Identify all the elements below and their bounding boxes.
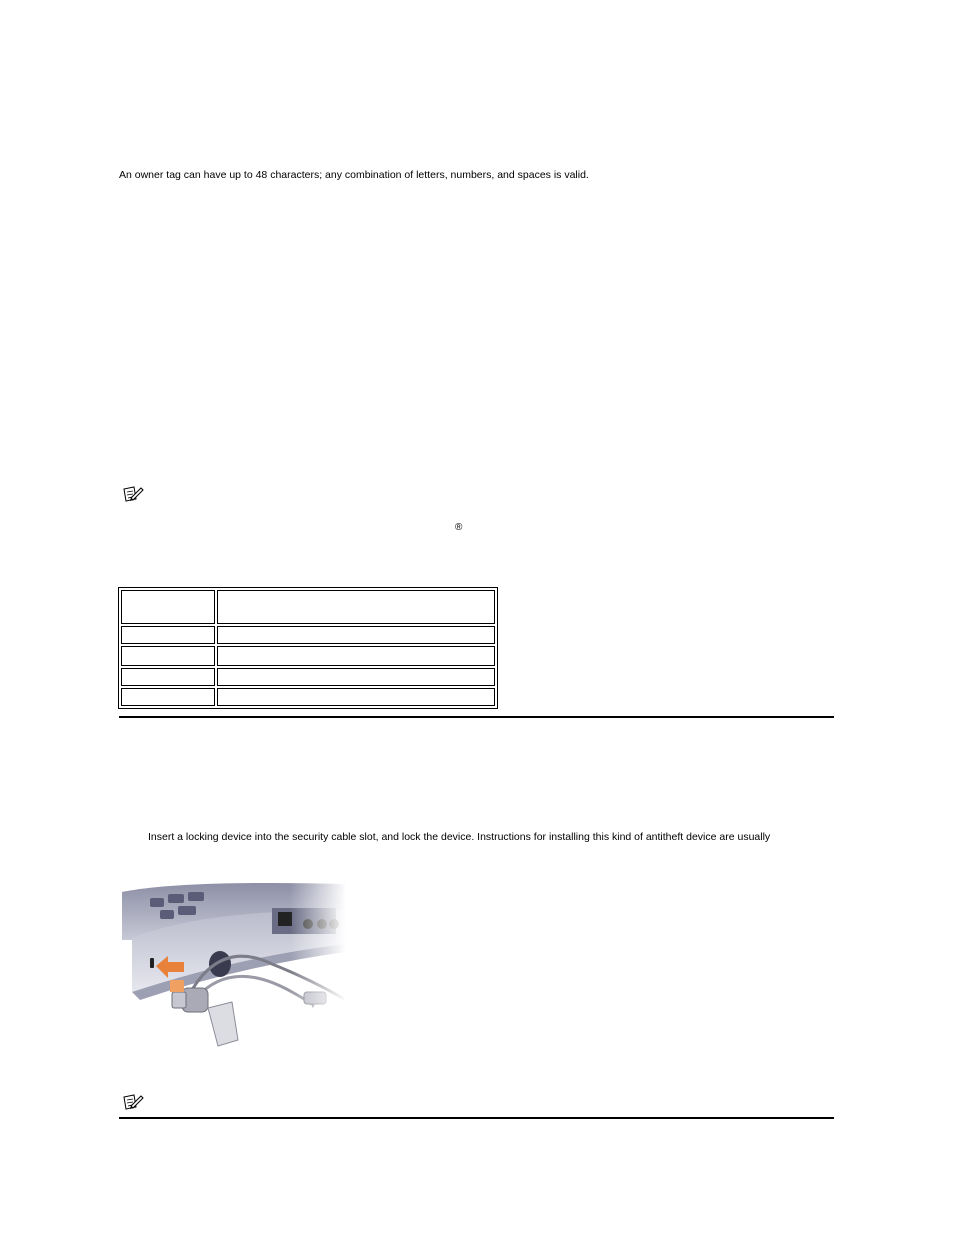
table-row	[121, 626, 495, 644]
table-row	[121, 688, 495, 706]
table-header-row	[121, 590, 495, 624]
owner-tag-description: An owner tag can have up to 48 characters; any combination of letters, numbers, and spaces is valid.	[119, 169, 589, 181]
registered-trademark-symbol: ®	[455, 522, 463, 533]
table-cell	[217, 590, 495, 624]
table-row	[121, 668, 495, 686]
table-cell	[121, 646, 215, 666]
security-cable-illustration	[122, 880, 346, 1048]
table-cell	[121, 668, 215, 686]
table-cell	[217, 688, 495, 706]
section-divider	[119, 1117, 834, 1119]
table-cell	[121, 626, 215, 644]
note-pencil-icon	[122, 485, 144, 503]
table-cell	[217, 626, 495, 644]
table-cell	[121, 688, 215, 706]
owner-tag-table	[118, 587, 498, 709]
table-cell	[217, 646, 495, 666]
table-row	[121, 646, 495, 666]
section-divider	[119, 716, 834, 718]
table-cell	[121, 590, 215, 624]
antitheft-step-text: Insert a locking device into the security cable slot, and lock the device. Instructions for installing this kind of antitheft device are usually	[148, 831, 771, 843]
table-cell	[217, 668, 495, 686]
note-pencil-icon	[122, 1093, 144, 1111]
